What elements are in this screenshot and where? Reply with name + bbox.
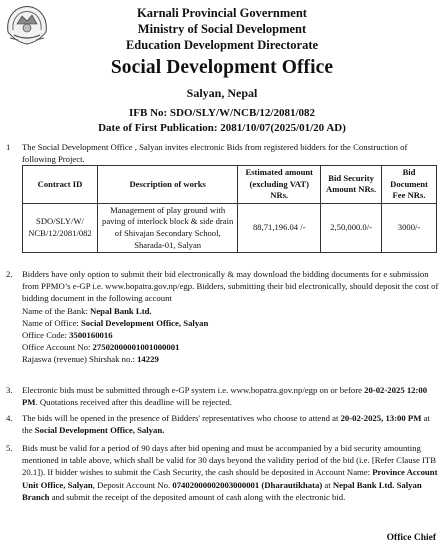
paragraph-text: Bids must be valid for a period of 90 days after bid opening and must be accompanied by a bid security amounting mentioned in table above, which shall be valid for 30 days beyond the validity period of the bid (i.e. [Refer Clause ITB 20.1]). If bidder wishes to submit the Cash Security, the cash should be deposited in Account Name: Province Account Unit Office, Salyan, Deposit Account No. 07402000002003000001 (Dharautikhata) at Nepal Bank Ltd. Salyan Branch and submit the receipt of the deposited amount of cash along with the electronic bid. — [22, 443, 438, 502]
paragraph-number: 4. — [6, 413, 13, 423]
paragraph-3 — [6, 384, 440, 408]
cell-bid-security: 2,50,000.0/- — [321, 203, 382, 252]
cell-contract-id: SDO/SLY/W/ NCB/12/2081/082 — [23, 203, 98, 252]
col-description: Description of works — [97, 166, 237, 204]
cell-description: Management of play ground with paving of interlock block & side drain of Shivajan Secondary School, Sharada-01, Salyan — [97, 203, 237, 252]
directorate-name: Education Development Directorate — [125, 38, 319, 52]
contract-table — [22, 165, 437, 253]
paragraph-text: The bids will be opened in the presence of Bidders' representatives who choose to attend at 20-02-2025, 13:00 PM at the Social Development Office, Salyan. — [22, 413, 430, 436]
paragraph-number: 1 — [6, 142, 11, 152]
col-contract-id: Contract ID — [23, 166, 98, 204]
cell-estimated-amount: 88,71,196.04 /- — [238, 203, 321, 252]
paragraph-5 — [6, 442, 440, 503]
office-code-line: Office Code: 3500160016 — [22, 330, 113, 341]
paragraph-text: Electronic bids must be submitted through e-GP system i.e. www.bopatra.gov.np/egp on or before 20-02-2025 12:00 PM. Quotations received after this deadline will be rejected. — [22, 385, 428, 408]
paragraph-1 — [6, 141, 440, 165]
paragraph-number: 3. — [6, 385, 13, 395]
paragraph-4 — [6, 412, 440, 436]
deposit-account-name: Province Account Unit Office, Salyan — [22, 467, 438, 490]
office-name: Social Development Office, Salyan — [80, 317, 209, 328]
paragraph-text: The Social Development Office , Salyan invites electronic Bids from registered bidders for the Construction of following Project. — [22, 142, 408, 165]
col-estimated-amount: Estimated amount (excluding VAT) NRs. — [238, 166, 321, 204]
bank-name: Nepal Bank Ltd. — [90, 305, 152, 316]
paragraph-text: Bidders have only option to submit their bid electronically & may download the bidding documents for e submission from PPMO’s e-GP i.e. www.bopatra.gov.np/egp. Bidders, submitting their bid electronically, should deposit the cost of bidding document in the following account — [22, 269, 439, 304]
opening-venue: Social Development Office, Salyan. — [34, 425, 165, 436]
ifb-number: IFB No: SDO/SLY/W/NCB/12/2081/082 — [128, 107, 315, 119]
submission-deadline: 20-02-2025 12:00 PM — [22, 385, 428, 408]
signature-office-chief: Office Chief — [386, 533, 436, 543]
col-bid-security: Bid Security Amount NRs. — [321, 166, 382, 204]
cell-document-fee: 3000/- — [382, 203, 437, 252]
first-publication-date: Date of First Publication: 2081/10/07(2025/01/20 AD) — [98, 122, 346, 134]
office-account-line: Office Account No: 27502000001001000001 — [22, 342, 180, 353]
office-location: Salyan, Nepal — [186, 86, 258, 100]
paragraph-2 — [6, 268, 440, 366]
table-row — [23, 203, 437, 252]
col-document-fee: Bid Document Fee NRs. — [382, 166, 437, 204]
opening-datetime: 20-02-2025, 13:00 PM — [340, 413, 422, 423]
ministry-name: Ministry of Social Development — [137, 22, 307, 36]
rajaswa-line: Rajaswa (revenue) Shirshak no.: 14229 — [22, 354, 159, 365]
paragraph-number: 2. — [6, 269, 13, 279]
office-account: 27502000001001000001 — [92, 342, 180, 353]
office-name-line: Name of Office: Social Development Office, Salyan — [22, 317, 209, 328]
table-header-row — [23, 166, 437, 204]
office-title: Social Development Office — [110, 57, 334, 78]
government-name: Karnali Provincial Government — [137, 6, 307, 20]
bank-name-line: Name of the Bank: Nepal Bank Ltd. — [22, 305, 152, 316]
paragraph-number: 5. — [6, 443, 13, 453]
deposit-bank-branch: Nepal Bank Ltd. Salyan Branch — [22, 479, 422, 502]
deposit-account-number: 07402000002003000001 (Dharautikhata) — [172, 479, 323, 490]
rajaswa-number: 14229 — [137, 354, 159, 365]
office-code: 3500160016 — [69, 330, 113, 341]
